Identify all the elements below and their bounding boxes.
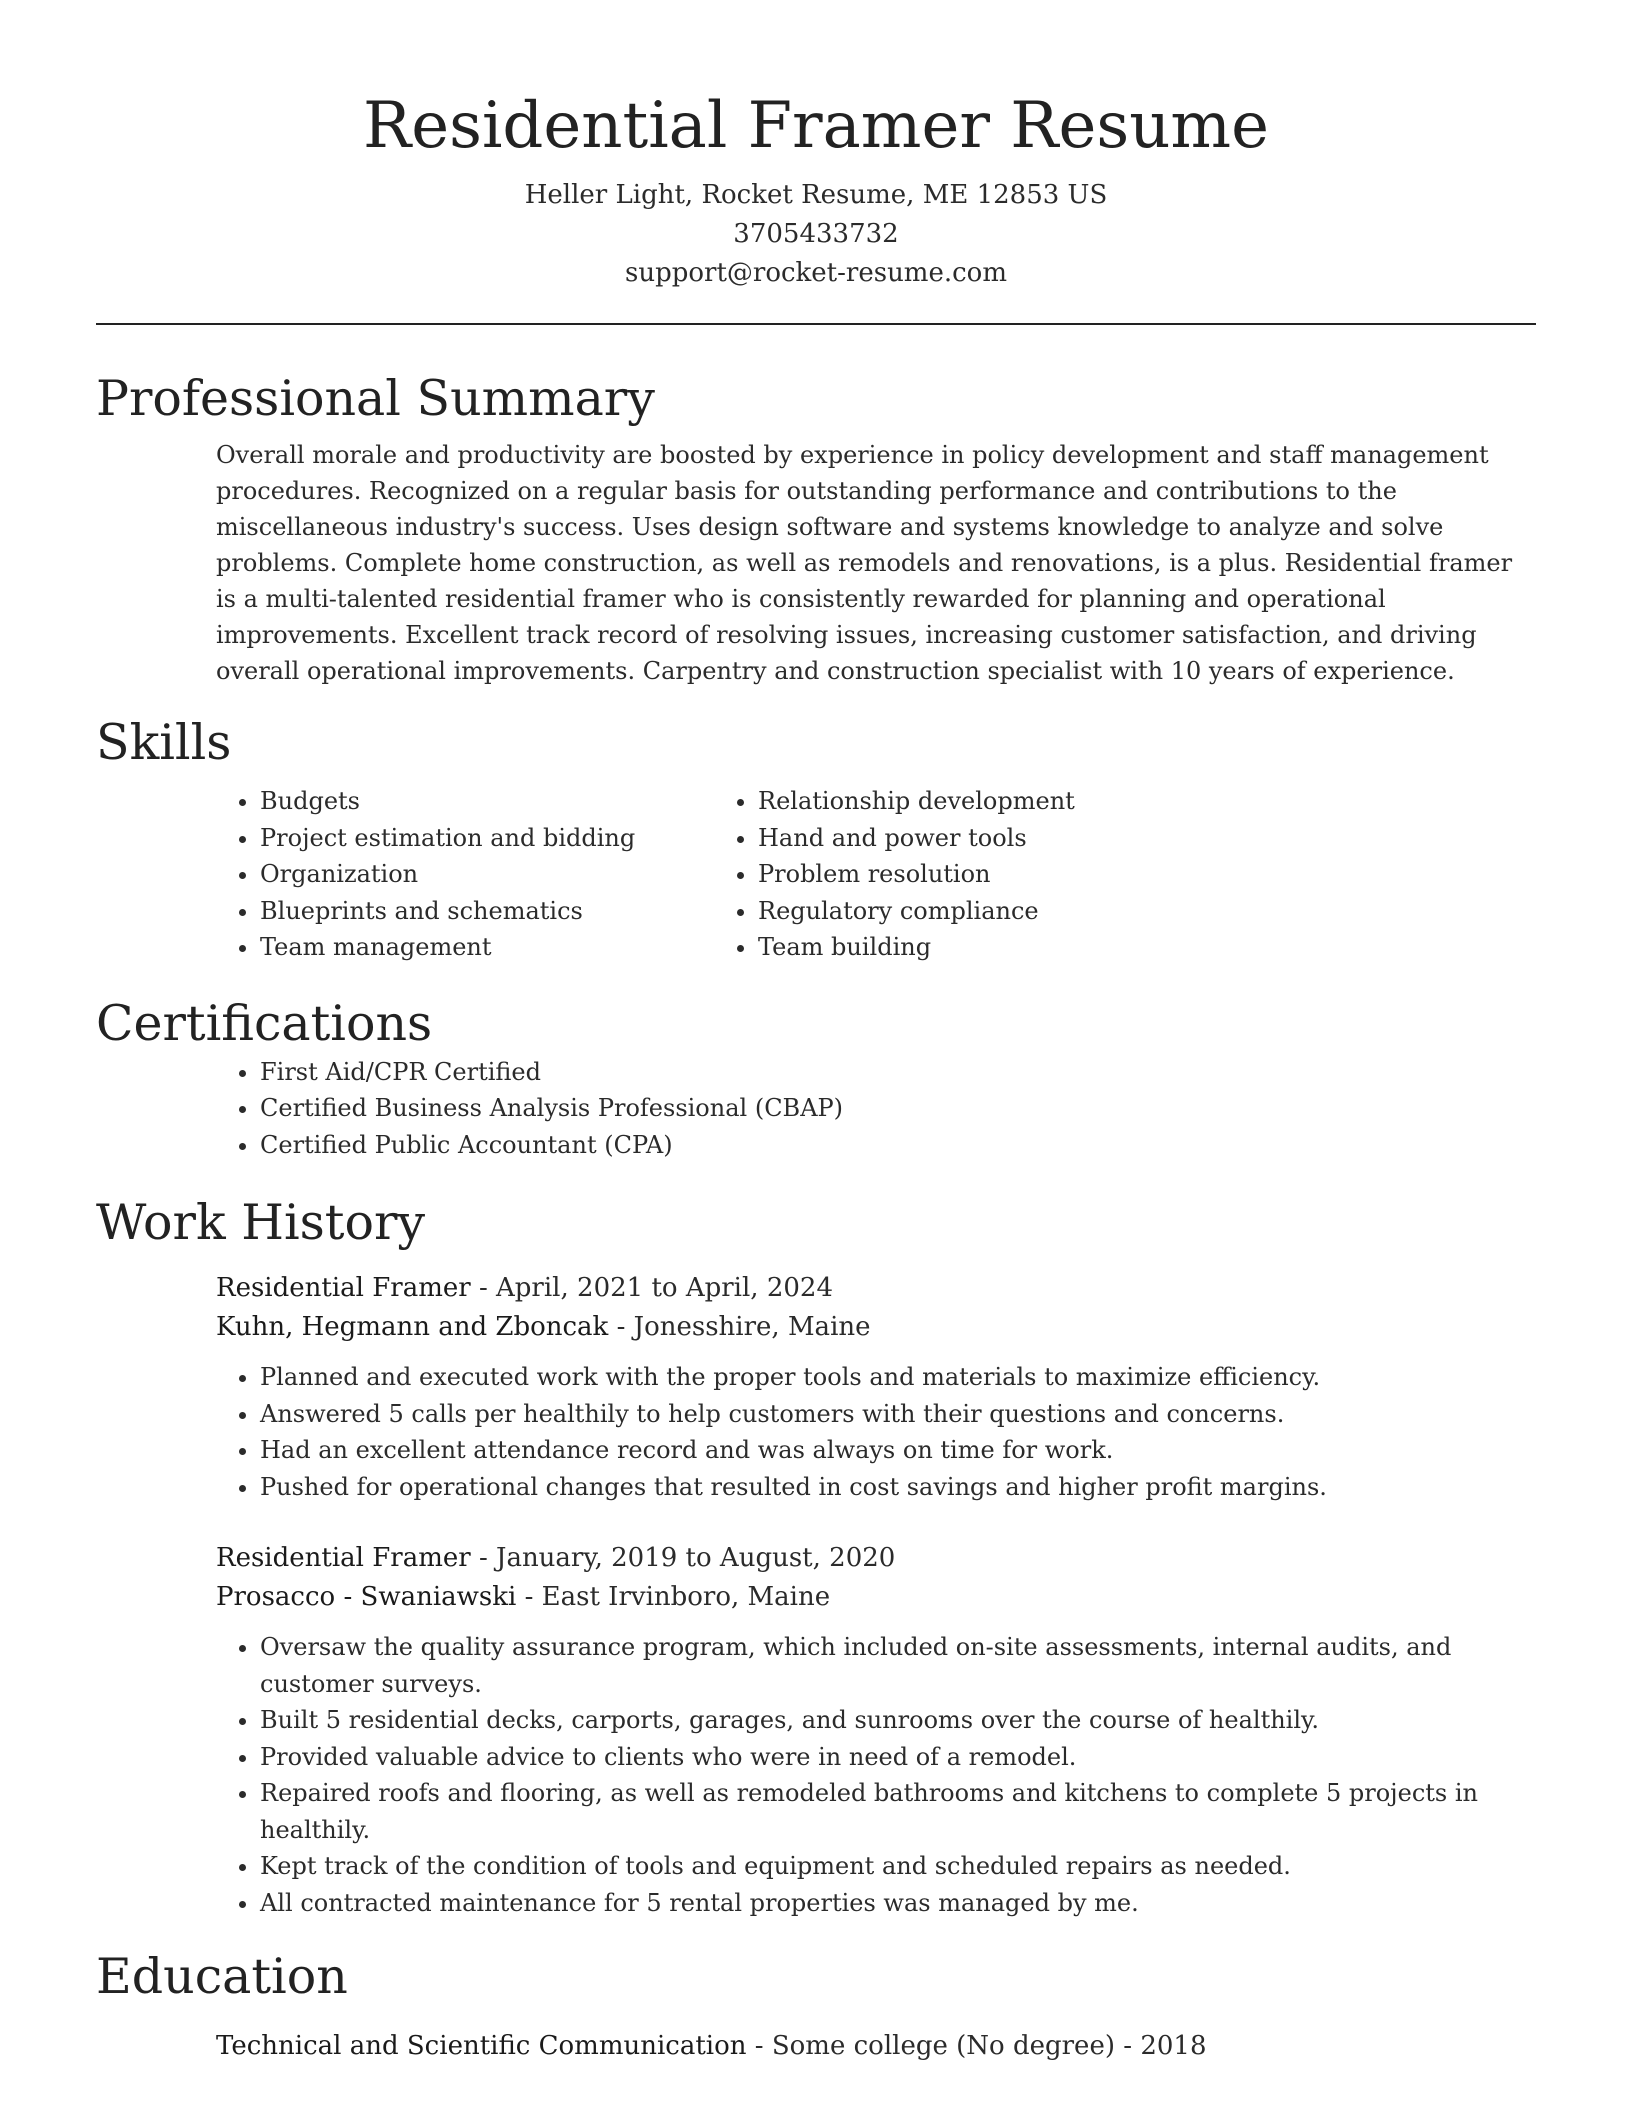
- job-bullet: • Provided valuable advice to clients who were in need of a remodel.: [260, 1739, 1536, 1776]
- skill-item: • Blueprints and schematics: [260, 893, 746, 930]
- education-year: 2018: [1140, 2031, 1207, 2061]
- contact-address: Heller Light, Rocket Resume, ME 12853 US: [524, 180, 1108, 210]
- certifications-heading: Certifications: [96, 994, 433, 1052]
- job-dates: April, 2021 to April, 2024: [496, 1273, 833, 1303]
- separator: -: [470, 1543, 497, 1573]
- education-heading: Education: [96, 1948, 348, 2005]
- skills-list: [96, 783, 1536, 966]
- certification-item: • First Aid/CPR Certified: [260, 1054, 1536, 1091]
- separator: -: [746, 2031, 772, 2061]
- certification-item: • Certified Public Accountant (CPA): [260, 1127, 1536, 1164]
- contact-phone: 3705433732: [733, 219, 899, 249]
- contact-email: support@rocket-resume.com: [624, 258, 1007, 288]
- job-company-line: [216, 1578, 1536, 1617]
- job-company: Kuhn, Hegmann and Zboncak: [216, 1312, 609, 1342]
- header-divider: [96, 323, 1536, 325]
- education-entry: [216, 2027, 1536, 2066]
- separator: -: [516, 1582, 542, 1612]
- job-title: Residential Framer: [216, 1273, 471, 1303]
- job-title-line: [216, 1539, 1536, 1578]
- job-location: Jonesshire, Maine: [633, 1312, 871, 1342]
- contact-block: [96, 176, 1536, 293]
- job-title: Residential Framer: [216, 1543, 471, 1573]
- skill-item: • Budgets: [260, 783, 746, 820]
- skills-column-left: [96, 783, 746, 966]
- work-history-heading: Work History: [96, 1194, 426, 1251]
- job-dates: January, 2019 to August, 2020: [496, 1543, 896, 1573]
- job-bullets: [96, 1629, 1536, 1921]
- job-bullet: • Oversaw the quality assurance program, which included on-site assessments, internal audits, and customer surveys.: [260, 1629, 1536, 1702]
- job-bullet: • Had an excellent attendance record and was always on time for work.: [260, 1432, 1536, 1469]
- skill-item: • Hand and power tools: [758, 820, 1396, 857]
- skill-item: • Regulatory compliance: [758, 893, 1396, 930]
- resume-title: Residential Framer Resume: [363, 89, 1269, 163]
- summary-heading: Professional Summary: [96, 370, 655, 427]
- separator: -: [470, 1273, 497, 1303]
- skill-item: • Relationship development: [758, 783, 1396, 820]
- education-degree: Some college (No degree): [771, 2031, 1115, 2061]
- skill-item: • Organization: [260, 856, 746, 893]
- job-bullets: [96, 1359, 1536, 1505]
- job-company: Prosacco - Swaniawski: [216, 1582, 517, 1612]
- skill-item: • Team building: [758, 929, 1396, 966]
- job-entry: [96, 1539, 1536, 1921]
- separator: -: [608, 1312, 634, 1342]
- separator: -: [1114, 2031, 1141, 2061]
- job-bullet: • Pushed for operational changes that resulted in cost savings and higher profit margins.: [260, 1469, 1536, 1506]
- education-field: Technical and Scientific Communication: [216, 2031, 747, 2061]
- skill-item: • Project estimation and bidding: [260, 820, 746, 857]
- job-bullet: • Built 5 residential decks, carports, garages, and sunrooms over the course of healthily.: [260, 1702, 1536, 1739]
- job-bullet: • Repaired roofs and flooring, as well as remodeled bathrooms and kitchens to complete 5 projects in healthily.: [260, 1775, 1536, 1848]
- skills-column-right: [746, 783, 1396, 966]
- job-title-line: [216, 1269, 1536, 1308]
- resume-page: [96, 0, 1536, 2066]
- skill-item: • Team management: [260, 929, 746, 966]
- certification-item: • Certified Business Analysis Professional (CBAP): [260, 1090, 1536, 1127]
- skills-heading: Skills: [96, 714, 232, 771]
- job-bullet: • Kept track of the condition of tools and equipment and scheduled repairs as needed.: [260, 1848, 1536, 1885]
- certifications-list: [96, 1054, 1536, 1164]
- job-entry: [96, 1269, 1536, 1505]
- skill-item: • Problem resolution: [758, 856, 1396, 893]
- job-bullet: • Answered 5 calls per healthily to help customers with their questions and concerns.: [260, 1396, 1536, 1433]
- job-bullet: • All contracted maintenance for 5 rental properties was managed by me.: [260, 1885, 1536, 1922]
- job-company-line: [216, 1308, 1536, 1347]
- job-bullet: • Planned and executed work with the proper tools and materials to maximize efficiency.: [260, 1359, 1536, 1396]
- job-location: East Irvinboro, Maine: [541, 1582, 831, 1612]
- summary-text: Overall morale and productivity are boosted by experience in policy development and staff management procedures. Recognized on a regular basis for outstanding performance and contributions to the miscellaneous industry's success. Uses design software and systems knowledge to analyze and solve problems. Complete home construction, as well as remodels and renovations, is a plus. Residential framer is a multi-talented residential framer who is consistently rewarded for planning and operational improvements. Excellent track record of resolving issues, increasing customer satisfaction, and driving overall operational improvements. Carpentry and construction specialist with 10 years of experience.: [216, 441, 1513, 685]
